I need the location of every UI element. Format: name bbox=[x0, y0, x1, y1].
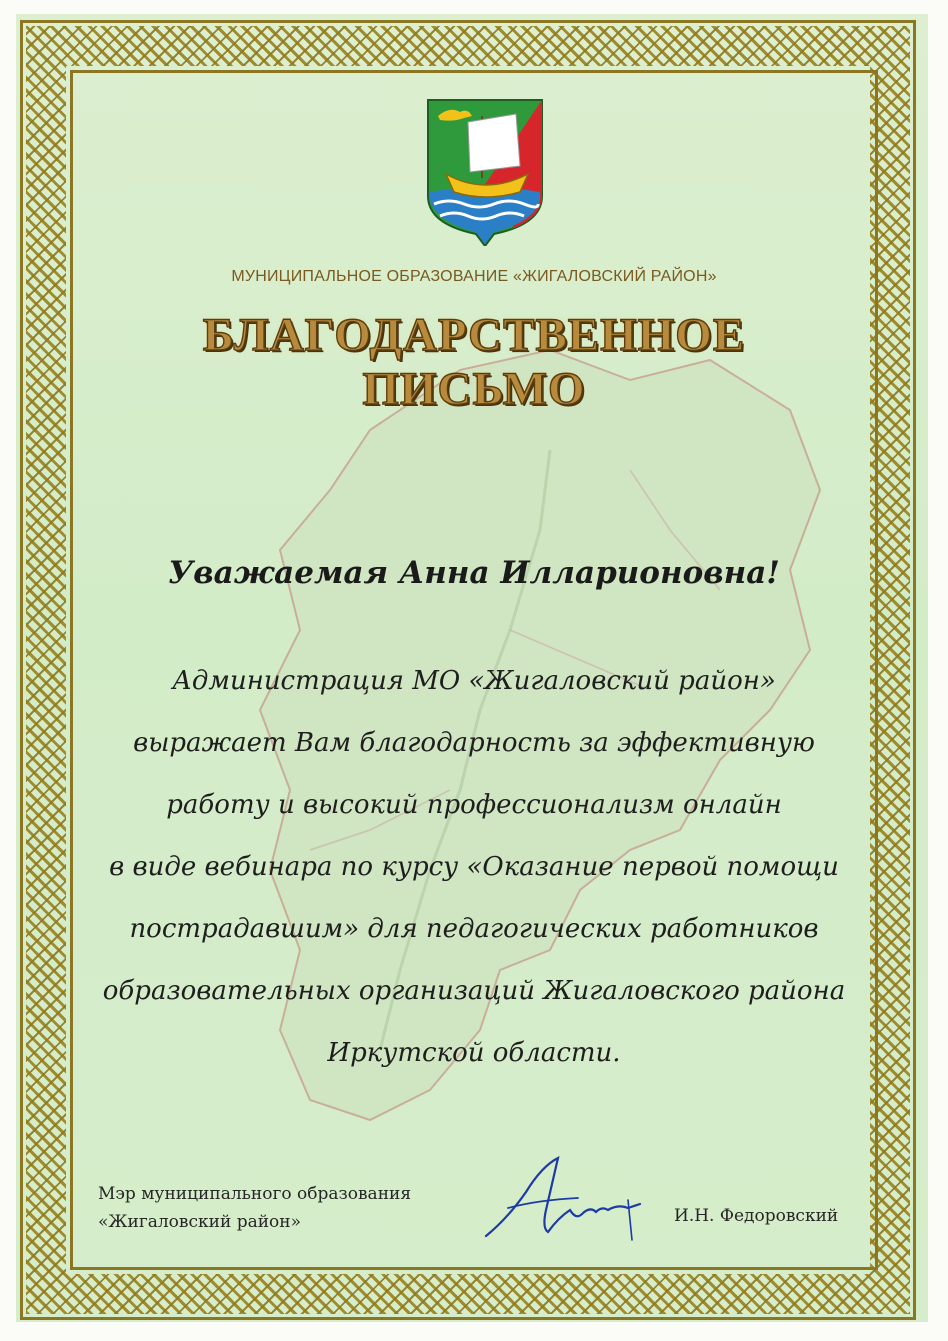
signatory-name: И.Н. Федоровский bbox=[674, 1206, 839, 1226]
body-line: работу и высокий профессионализм онлайн bbox=[166, 790, 782, 820]
document-title-line2: ПИСЬМО bbox=[362, 363, 586, 415]
coat-of-arms-icon bbox=[424, 96, 546, 246]
handwritten-signature-icon bbox=[478, 1148, 648, 1248]
body-line: Администрация МО «Жигаловский район» bbox=[172, 666, 776, 696]
signatory-role-line1: Мэр муниципального образования bbox=[98, 1184, 412, 1204]
body-line: Иркутской области. bbox=[327, 1038, 621, 1068]
body-line: образовательных организаций Жигаловского района bbox=[102, 976, 846, 1006]
letter-body bbox=[100, 650, 848, 1084]
body-line: выражает Вам благодарность за эффективную bbox=[133, 728, 815, 758]
signatory-role-line2: «Жигаловский район» bbox=[98, 1212, 302, 1232]
body-line: в виде вебинара по курсу «Оказание первой помощи bbox=[109, 852, 839, 882]
body-line: пострадавшим» для педагогических работников bbox=[129, 914, 819, 944]
signatory-role bbox=[98, 1180, 411, 1236]
document-title-line1: БЛАГОДАРСТВЕННОЕ bbox=[202, 309, 746, 361]
salutation: Уважаемая Анна Илларионовна! bbox=[168, 555, 780, 591]
organization-name: МУНИЦИПАЛЬНОЕ ОБРАЗОВАНИЕ «ЖИГАЛОВСКИЙ РАЙОН» bbox=[231, 268, 717, 285]
